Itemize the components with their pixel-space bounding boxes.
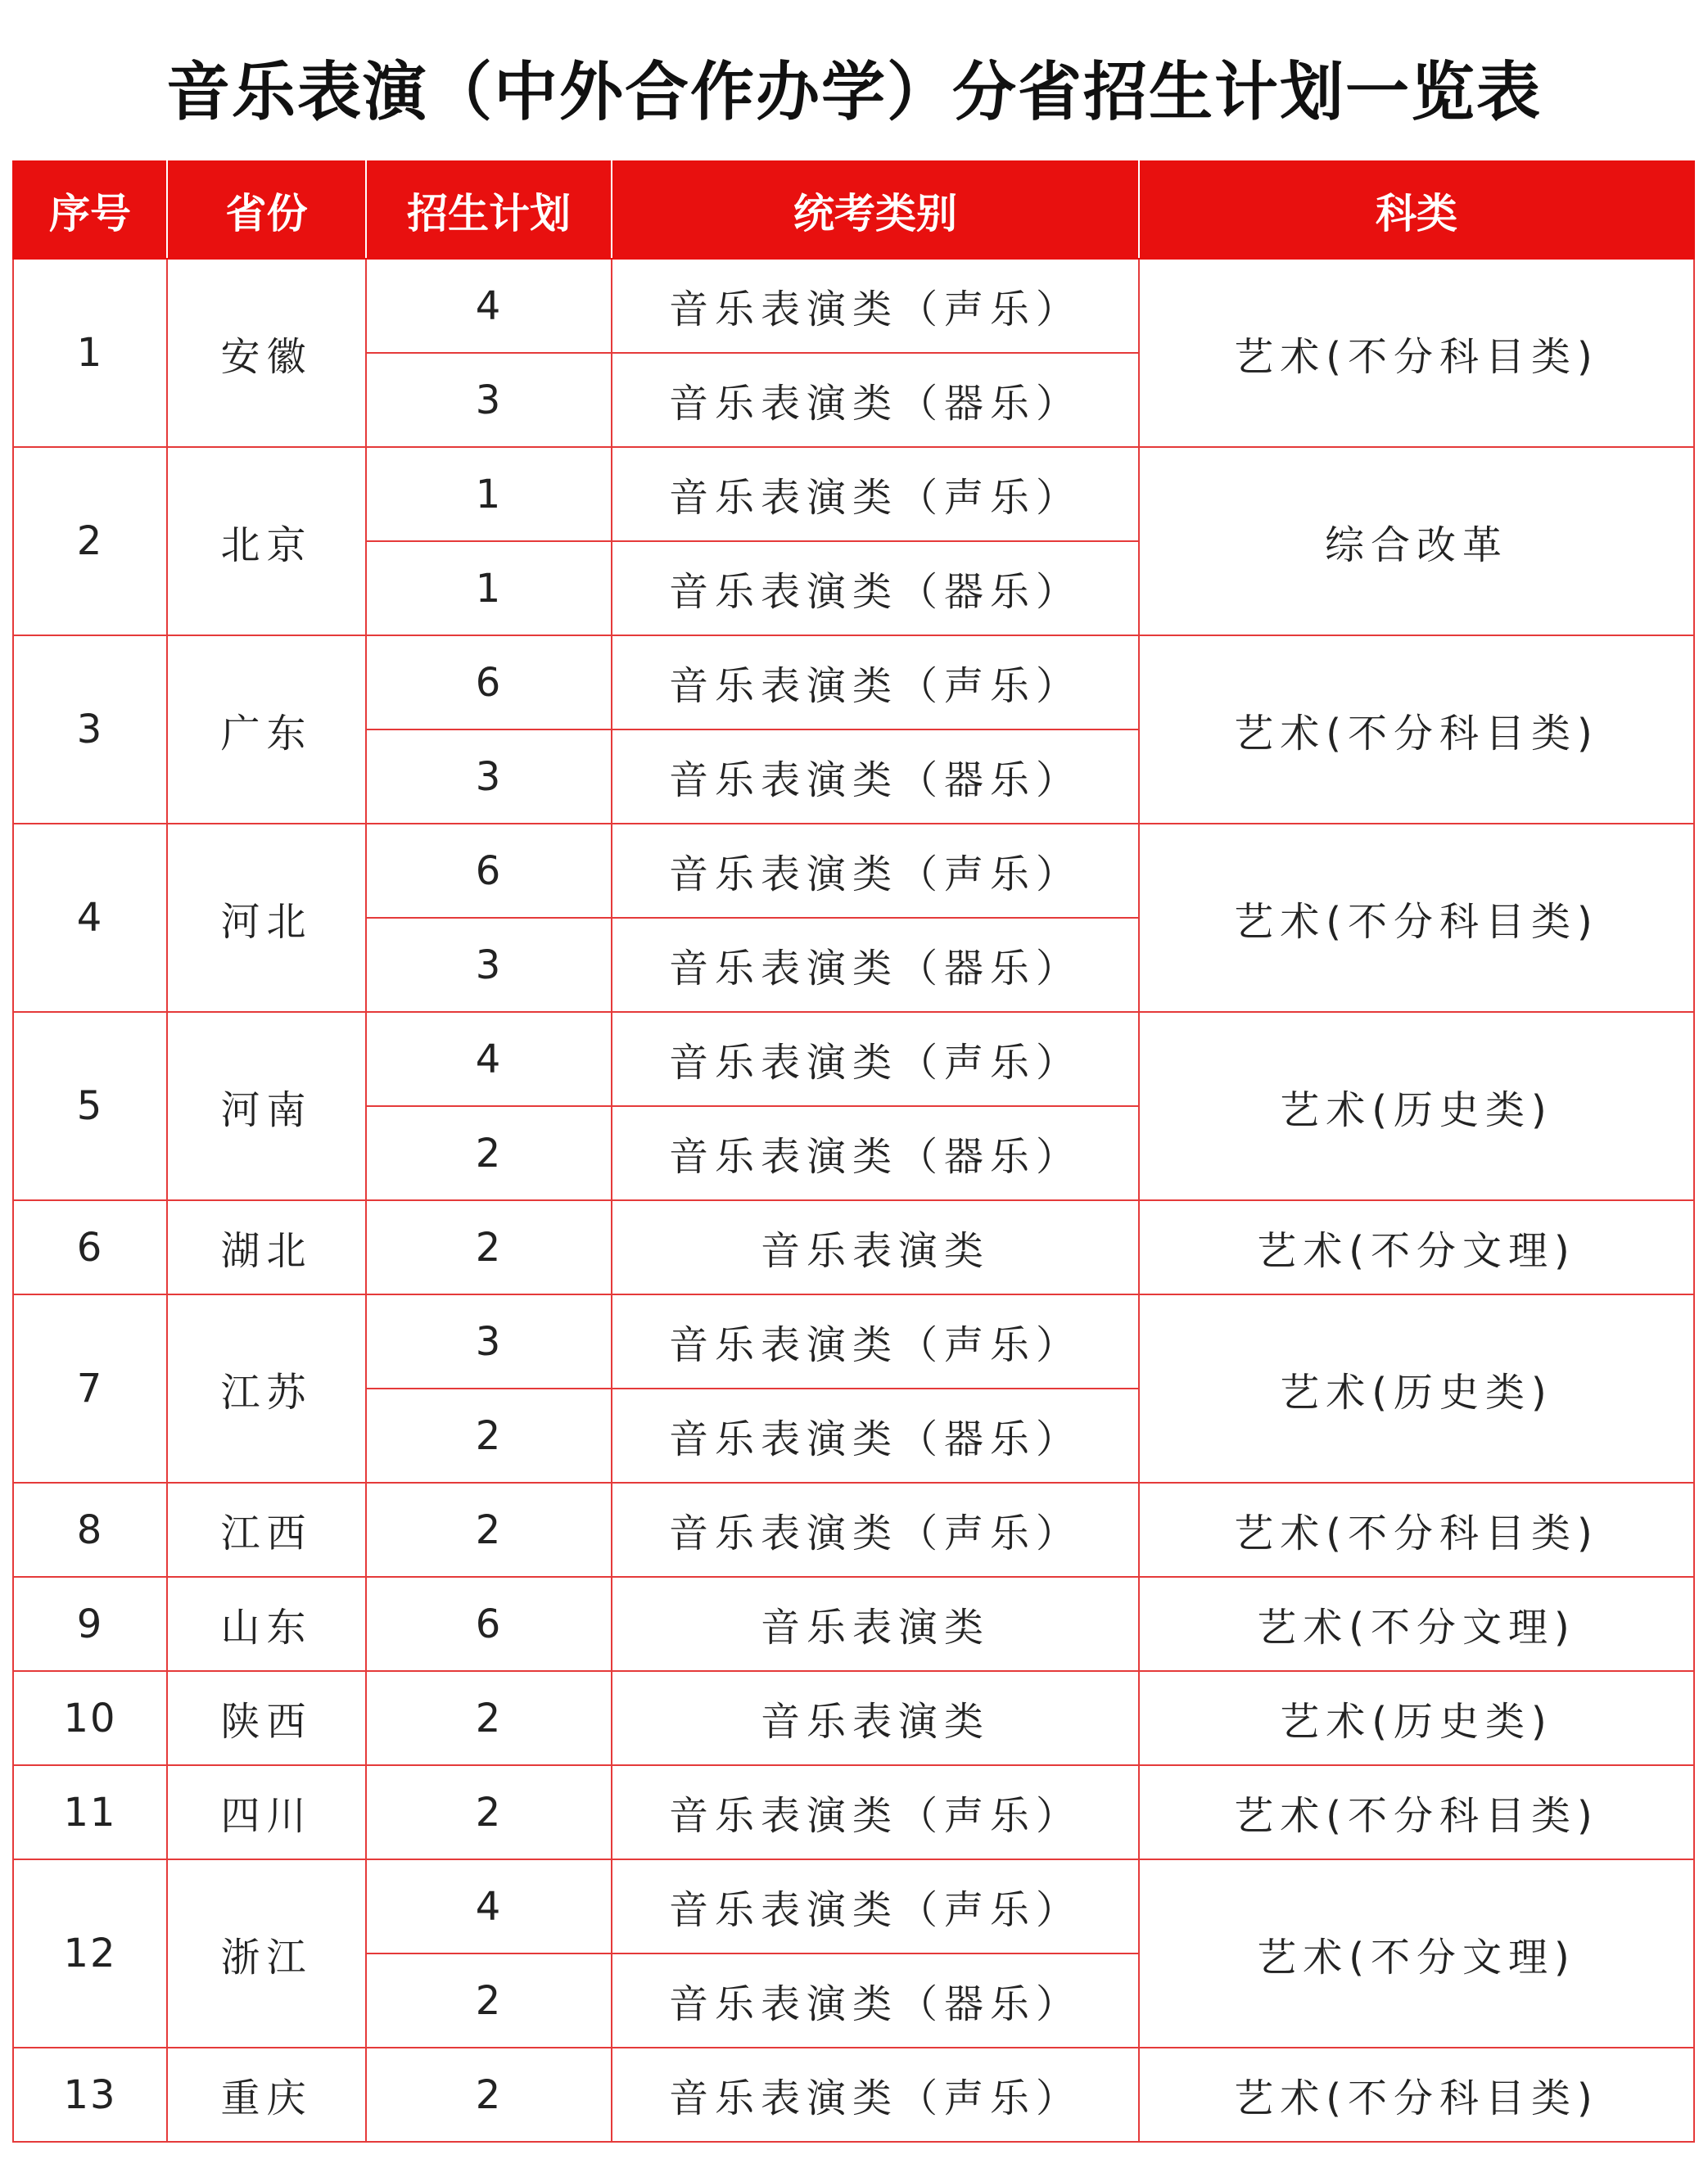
cell-exam-category: 音乐表演类（声乐） [612, 2048, 1139, 2142]
cell-exam-category: 音乐表演类（声乐） [612, 1483, 1139, 1577]
cell-seq: 2 [13, 447, 167, 635]
header-plan: 招生计划 [366, 161, 612, 259]
cell-province: 陕西 [167, 1671, 366, 1765]
header-subject-type: 科类 [1139, 161, 1694, 259]
table-row [13, 1200, 1694, 1294]
header-exam-category: 统考类别 [612, 161, 1139, 259]
cell-subject-type: 艺术(不分文理) [1139, 1200, 1694, 1294]
cell-subject-type: 艺术(不分科目类) [1139, 1483, 1694, 1577]
cell-province: 重庆 [167, 2048, 366, 2142]
cell-province: 四川 [167, 1765, 366, 1859]
cell-subject-type: 艺术(历史类) [1139, 1294, 1694, 1483]
cell-plan: 1 [366, 447, 612, 541]
cell-seq: 9 [13, 1577, 167, 1671]
cell-plan: 4 [366, 1859, 612, 1953]
cell-seq: 5 [13, 1012, 167, 1200]
cell-plan: 2 [366, 1106, 612, 1200]
cell-exam-category: 音乐表演类（器乐） [612, 729, 1139, 824]
header-province: 省份 [167, 161, 366, 259]
cell-seq: 12 [13, 1859, 167, 2048]
cell-exam-category: 音乐表演类（器乐） [612, 1389, 1139, 1483]
cell-subject-type: 综合改革 [1139, 447, 1694, 635]
cell-plan: 2 [366, 1483, 612, 1577]
cell-subject-type: 艺术(不分科目类) [1139, 1765, 1694, 1859]
cell-exam-category: 音乐表演类（声乐） [612, 1012, 1139, 1106]
cell-province: 江苏 [167, 1294, 366, 1483]
header-seq: 序号 [13, 161, 167, 259]
cell-province: 河南 [167, 1012, 366, 1200]
cell-seq: 6 [13, 1200, 167, 1294]
cell-exam-category: 音乐表演类（声乐） [612, 259, 1139, 353]
cell-seq: 13 [13, 2048, 167, 2142]
cell-exam-category: 音乐表演类 [612, 1671, 1139, 1765]
cell-province: 河北 [167, 824, 366, 1012]
cell-plan: 1 [366, 541, 612, 635]
table-row [13, 1012, 1694, 1106]
table-row [13, 1859, 1694, 1953]
cell-subject-type: 艺术(不分科目类) [1139, 2048, 1694, 2142]
cell-exam-category: 音乐表演类（器乐） [612, 1953, 1139, 2048]
table-row [13, 1577, 1694, 1671]
cell-exam-category: 音乐表演类 [612, 1577, 1139, 1671]
page-title: 音乐表演（中外合作办学）分省招生计划一览表 [165, 56, 1542, 129]
cell-province: 江西 [167, 1483, 366, 1577]
cell-seq: 7 [13, 1294, 167, 1483]
table-body [13, 259, 1694, 2142]
cell-province: 北京 [167, 447, 366, 635]
cell-seq: 10 [13, 1671, 167, 1765]
cell-seq: 3 [13, 635, 167, 824]
cell-exam-category: 音乐表演类（器乐） [612, 353, 1139, 447]
cell-province: 安徽 [167, 259, 366, 447]
cell-plan: 6 [366, 1577, 612, 1671]
cell-subject-type: 艺术(历史类) [1139, 1012, 1694, 1200]
cell-exam-category: 音乐表演类（器乐） [612, 541, 1139, 635]
cell-seq: 4 [13, 824, 167, 1012]
cell-subject-type: 艺术(不分科目类) [1139, 824, 1694, 1012]
enrollment-plan-table [12, 160, 1695, 2143]
cell-subject-type: 艺术(不分文理) [1139, 1859, 1694, 2048]
cell-province: 广东 [167, 635, 366, 824]
cell-exam-category: 音乐表演类（声乐） [612, 824, 1139, 918]
table-row [13, 2048, 1694, 2142]
table-row [13, 824, 1694, 918]
cell-plan: 3 [366, 353, 612, 447]
cell-plan: 2 [366, 2048, 612, 2142]
table-row [13, 1671, 1694, 1765]
cell-plan: 2 [366, 1200, 612, 1294]
cell-plan: 2 [366, 1953, 612, 2048]
cell-seq: 11 [13, 1765, 167, 1859]
cell-seq: 1 [13, 259, 167, 447]
cell-plan: 6 [366, 635, 612, 729]
cell-exam-category: 音乐表演类（声乐） [612, 447, 1139, 541]
cell-plan: 2 [366, 1765, 612, 1859]
table-row [13, 447, 1694, 541]
cell-subject-type: 艺术(历史类) [1139, 1671, 1694, 1765]
cell-exam-category: 音乐表演类（声乐） [612, 1294, 1139, 1389]
cell-plan: 4 [366, 259, 612, 353]
cell-exam-category: 音乐表演类（器乐） [612, 1106, 1139, 1200]
cell-exam-category: 音乐表演类 [612, 1200, 1139, 1294]
cell-plan: 4 [366, 1012, 612, 1106]
cell-plan: 3 [366, 729, 612, 824]
cell-subject-type: 艺术(不分科目类) [1139, 635, 1694, 824]
table-row [13, 635, 1694, 729]
cell-plan: 3 [366, 918, 612, 1012]
cell-subject-type: 艺术(不分文理) [1139, 1577, 1694, 1671]
cell-exam-category: 音乐表演类（声乐） [612, 1859, 1139, 1953]
table-row [13, 1483, 1694, 1577]
table-row [13, 259, 1694, 353]
cell-plan: 3 [366, 1294, 612, 1389]
table-header-row [13, 161, 1694, 259]
cell-plan: 6 [366, 824, 612, 918]
table-row [13, 1765, 1694, 1859]
cell-exam-category: 音乐表演类（器乐） [612, 918, 1139, 1012]
cell-subject-type: 艺术(不分科目类) [1139, 259, 1694, 447]
cell-exam-category: 音乐表演类（声乐） [612, 635, 1139, 729]
cell-province: 山东 [167, 1577, 366, 1671]
cell-province: 湖北 [167, 1200, 366, 1294]
table-row [13, 1294, 1694, 1389]
cell-plan: 2 [366, 1671, 612, 1765]
cell-exam-category: 音乐表演类（声乐） [612, 1765, 1139, 1859]
cell-province: 浙江 [167, 1859, 366, 2048]
cell-seq: 8 [13, 1483, 167, 1577]
cell-plan: 2 [366, 1389, 612, 1483]
